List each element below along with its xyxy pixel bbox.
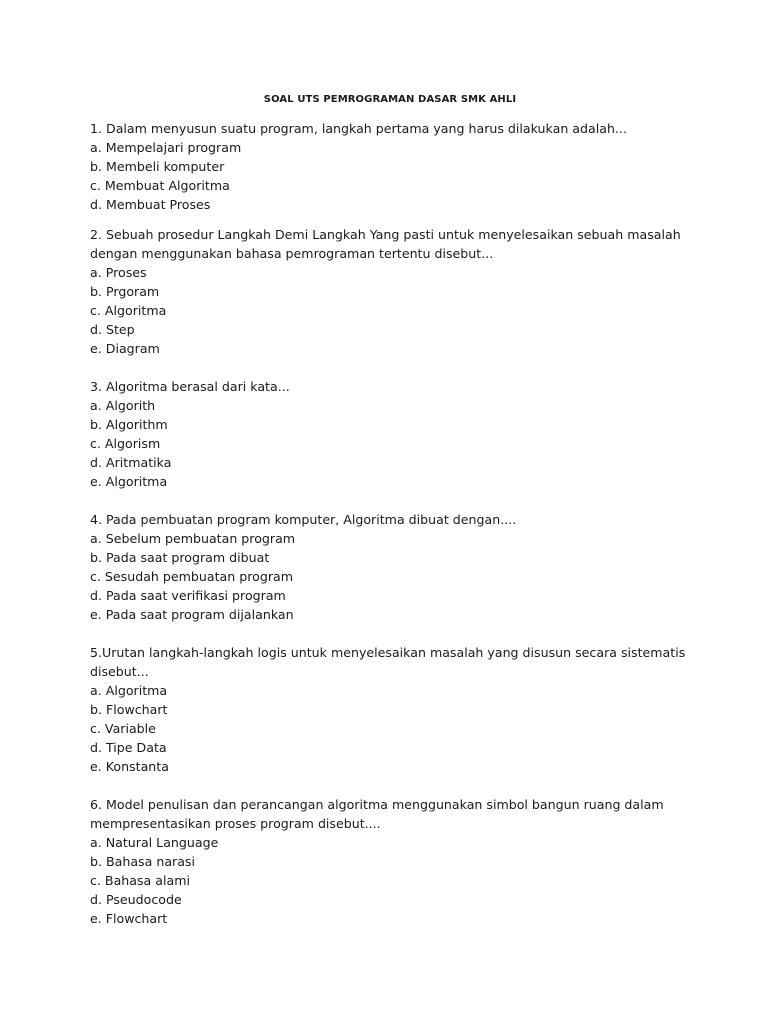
question-3-option-e: e. Algoritma	[90, 474, 168, 489]
question-6-option-a: a. Natural Language	[90, 835, 219, 850]
question-5	[90, 643, 690, 776]
question-2-stem-line-2: dengan menggunakan bahasa pemrograman tertentu disebut...	[90, 246, 494, 261]
question-6-option-e: e. Flowchart	[90, 911, 168, 926]
question-1-option-c: c. Membuat Algoritma	[90, 178, 230, 193]
question-3-option-a: a. Algorith	[90, 398, 156, 413]
question-5-option-c: c. Variable	[90, 721, 156, 736]
question-2-option-a: a. Proses	[90, 265, 147, 280]
question-3-option-d: d. Aritmatika	[90, 455, 172, 470]
question-3-option-c: c. Algorism	[90, 436, 161, 451]
question-5-stem-line-1: 5.Urutan langkah-langkah logis untuk menyelesaikan masalah yang disusun secara sistematis	[90, 645, 686, 660]
question-3-option-b: b. Algorithm	[90, 417, 168, 432]
question-1	[90, 119, 690, 214]
question-2-stem-line-1: 2. Sebuah prosedur Langkah Demi Langkah Yang pasti untuk menyelesaikan sebuah masalah	[90, 227, 681, 242]
question-4-option-c: c. Sesudah pembuatan program	[90, 569, 294, 584]
question-4-option-d: d. Pada saat verifikasi program	[90, 588, 286, 603]
question-2-option-b: b. Prgoram	[90, 284, 160, 299]
question-6-stem-line-2: mempresentasikan proses program disebut....	[90, 816, 381, 831]
question-1-stem: 1. Dalam menyusun suatu program, langkah pertama yang harus dilakukan adalah...	[90, 121, 627, 136]
question-4-option-e: e. Pada saat program dijalankan	[90, 607, 294, 622]
question-3-stem: 3. Algoritma berasal dari kata...	[90, 379, 290, 394]
question-2-option-d: d. Step	[90, 322, 135, 337]
question-5-stem-line-2: disebut...	[90, 664, 149, 679]
question-5-option-b: b. Flowchart	[90, 702, 168, 717]
question-1-option-b: b. Membeli komputer	[90, 159, 225, 174]
question-6-option-b: b. Bahasa narasi	[90, 854, 195, 869]
question-2-option-e: e. Diagram	[90, 341, 160, 356]
question-1-option-d: d. Membuat Proses	[90, 197, 211, 212]
question-4-option-a: a. Sebelum pembuatan program	[90, 531, 296, 546]
question-4	[90, 510, 690, 624]
question-6-stem-line-1: 6. Model penulisan dan perancangan algoritma menggunakan simbol bangun ruang dalam	[90, 797, 664, 812]
question-4-option-b: b. Pada saat program dibuat	[90, 550, 270, 565]
question-5-option-a: a. Algoritma	[90, 683, 168, 698]
question-6-option-c: c. Bahasa alami	[90, 873, 190, 888]
question-4-stem: 4. Pada pembuatan program komputer, Algoritma dibuat dengan....	[90, 512, 517, 527]
question-6-option-d: d. Pseudocode	[90, 892, 182, 907]
document-title: SOAL UTS PEMROGRAMAN DASAR SMK AHLI	[263, 94, 517, 105]
question-2	[90, 225, 690, 358]
question-2-option-c: c. Algoritma	[90, 303, 167, 318]
question-5-option-d: d. Tipe Data	[90, 740, 167, 755]
question-5-option-e: e. Konstanta	[90, 759, 169, 774]
question-1-option-a: a. Mempelajari program	[90, 140, 242, 155]
question-3	[90, 377, 690, 491]
question-6	[90, 795, 690, 928]
